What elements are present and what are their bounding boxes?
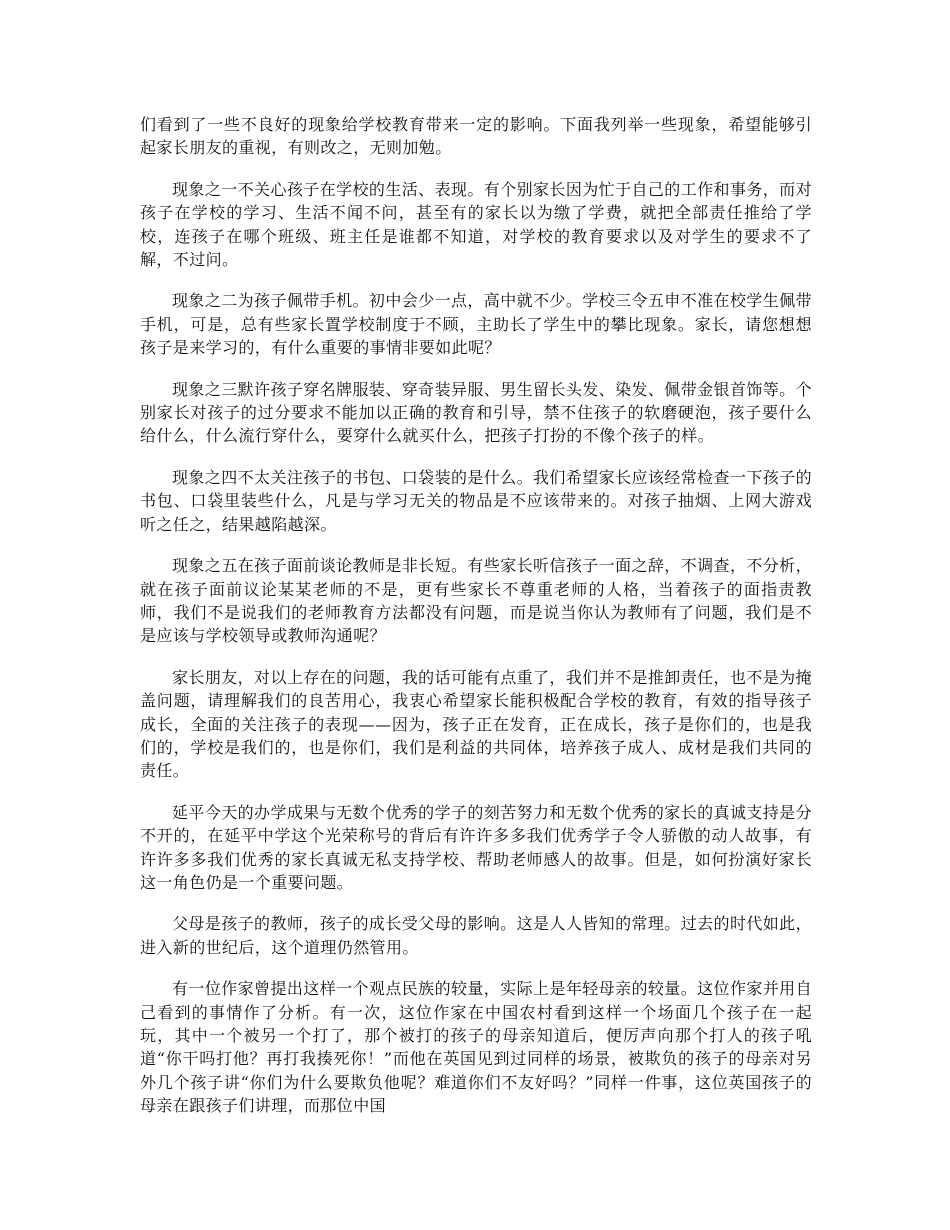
- paragraph-appeal: 家长朋友，对以上存在的问题，我的话可能有点重了，我们并不是推卸责任，也不是为掩盖问题，请理解我们的良苦用心，我衷心希望家长能积极配合学校的教育，有效的指导孩子成长，全面的关注孩子的表现——因为，孩子正在发育，正在成长，孩子是你们的，也是我们的，学校是我们的，也是你们，我们是利益的共同体，培养孩子成人、成材是我们共同的责任。: [140, 667, 812, 781]
- paragraph-intro: 们看到了一些不良好的现象给学校教育带来一定的影响。下面我列举一些现象，希望能够引起家长朋友的重视，有则改之，无则加勉。: [140, 115, 812, 158]
- paragraph-yanping: 延平今天的办学成果与无数个优秀的学子的刻苦努力和无数个优秀的家长的真诚支持是分不开的，在延平中学这个光荣称号的背后有许许多多我们优秀学子令人骄傲的动人故事，有许许多多我们优秀的家长真诚无私支持学校、帮助老师感人的故事。但是，如何扮演好家长这一角色仍是一个重要问题。: [140, 802, 812, 892]
- paragraph-phenomenon-5: 现象之五在孩子面前谈论教师是非长短。有些家长听信孩子一面之辞，不调查，不分析，就在孩子面前议论某某老师的不是，更有些家长不尊重老师的人格，当着孩子的面指责教师，我们不是说我们的老师教育方法都没有问题，而是说当你认为教师有了问题，我们是不是应该与学校领导或教师沟通呢？: [140, 556, 812, 646]
- paragraph-parents-teachers: 父母是孩子的教师，孩子的成长受父母的影响。这是人人皆知的常理。过去的时代如此，进入新的世纪后，这个道理仍然管用。: [140, 914, 812, 957]
- paragraph-phenomenon-2: 现象之二为孩子佩带手机。初中会少一点，高中就不少。学校三令五申不准在校学生佩带手机，可是，总有些家长置学校制度于不顾，主助长了学生中的攀比现象。家长，请您想想孩子是来学习的，有什么重要的事情非要如此呢？: [140, 291, 812, 358]
- paragraph-phenomenon-3: 现象之三默许孩子穿名牌服装、穿奇装异服、男生留长头发、染发、佩带金银首饰等。个别家长对孩子的过分要求不能加以正确的教育和引导，禁不住孩子的软磨硬泡，孩子要什么给什么，什么流行穿什么，要穿什么就买什么，把孩子打扮的不像个孩子的样。: [140, 379, 812, 446]
- document-body: [140, 113, 812, 1136]
- paragraph-phenomenon-1: 现象之一不关心孩子在学校的生活、表现。有个别家长因为忙于自己的工作和事务，而对孩子在学校的学习、生活不闻不问，甚至有的家长以为缴了学费，就把全部责任推给了学校，连孩子在哪个班级、班主任是谁都不知道，对学校的教育要求以及对学生的要求不了解，不过问。: [140, 179, 812, 270]
- paragraph-writer-story: 有一位作家曾提出这样一个观点民族的较量，实际上是年轻母亲的较量。这位作家并用自己看到的事情作了分析。有一次，这位作家在中国农村看到这样一个场面几个孩子在一起玩，其中一个被另一个打了，那个被打的孩子的母亲知道后，便厉声向那个打人的孩子吼道“你干吗打他？再打我揍死你！”而他在英国见到过同样的场景，被欺负的孩子的母亲对另外几个孩子讲“你们为什么要欺负他呢？难道你们不友好吗？”同样一件事，这位英国孩子的母亲在跟孩子们讲理，而那位中国: [140, 979, 812, 1116]
- paragraph-phenomenon-4: 现象之四不太关注孩子的书包、口袋装的是什么。我们希望家长应该经常检查一下孩子的书包、口袋里装些什么，凡是与学习无关的物品是不应该带来的。对孩子抽烟、上网大游戏听之任之，结果越陷越深。: [140, 467, 812, 534]
